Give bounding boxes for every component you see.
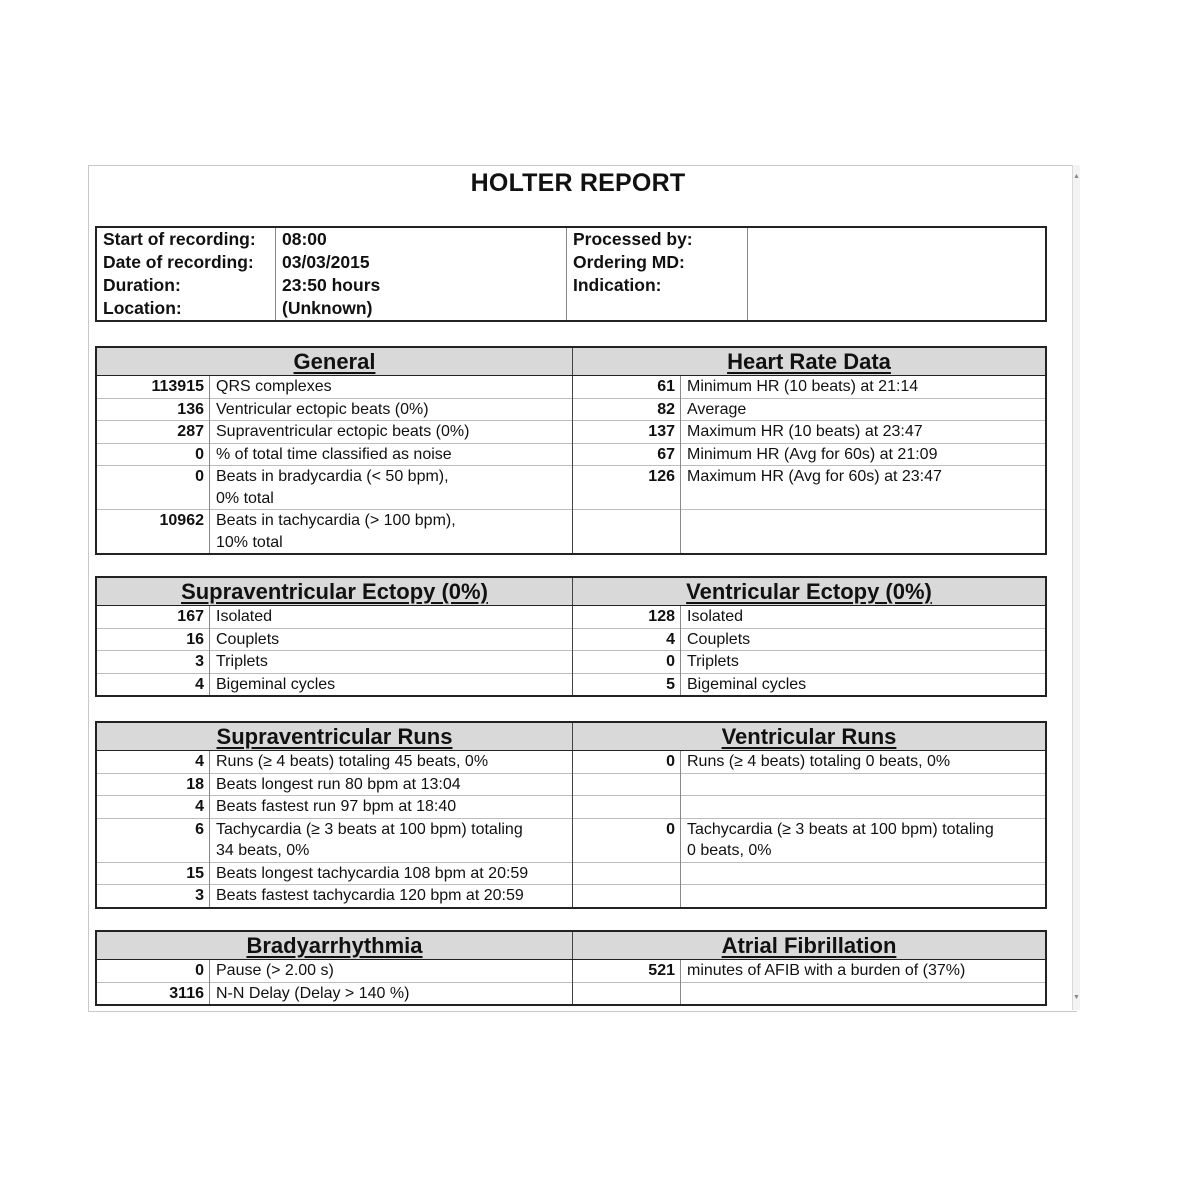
count-description-text: Tachycardia (≥ 3 beats at 100 bpm) totaling <box>216 820 523 838</box>
info-value: 03/03/2015 <box>276 251 567 274</box>
count-value <box>96 862 210 885</box>
count-value-text: 0 <box>666 820 675 838</box>
count-value-text: 126 <box>648 468 675 485</box>
count-value-text: 16 <box>186 630 204 648</box>
section-title-right <box>573 931 1047 960</box>
count-description <box>681 628 1047 651</box>
section-title-text: Ventricular Runs <box>721 724 897 749</box>
table-row <box>96 773 1046 796</box>
section-table <box>95 346 1047 555</box>
info-value: 23:50 hours <box>276 274 567 297</box>
count-value-text: 137 <box>648 423 675 440</box>
count-value-text: 0 <box>195 468 204 485</box>
table-row <box>96 673 1046 696</box>
count-description-text: Isolated <box>687 608 744 625</box>
count-value-text: 0 <box>195 962 204 979</box>
count-value <box>573 421 681 444</box>
info-label: Start of recording: <box>96 227 276 251</box>
count-value-text: 4 <box>666 630 675 648</box>
count-description <box>210 510 573 555</box>
count-value <box>96 673 210 696</box>
count-description-text: Minimum HR (10 beats) at 21:14 <box>687 378 919 395</box>
count-value-text: 0 <box>666 753 675 770</box>
count-value-text: 113915 <box>151 378 204 395</box>
table-row <box>96 421 1046 444</box>
count-description-text: Beats fastest run 97 bpm at 18:40 <box>216 798 457 815</box>
count-value <box>96 606 210 629</box>
count-description-text: Isolated <box>216 608 273 625</box>
count-value-text: 128 <box>648 608 675 625</box>
info-row <box>96 274 1046 297</box>
count-value <box>573 982 681 1005</box>
count-value-text: 167 <box>177 608 204 625</box>
count-value <box>573 885 681 908</box>
section-title-text: Atrial Fibrillation <box>721 933 897 958</box>
scroll-up-icon[interactable]: ▲ <box>1073 173 1080 180</box>
count-value-text: 3116 <box>169 984 204 1002</box>
count-value <box>96 376 210 399</box>
count-description-text-continued: 0 beats, 0% <box>687 842 772 859</box>
count-description <box>681 606 1047 629</box>
count-description-text: Beats longest tachycardia 108 bpm at 20:59 <box>216 864 529 882</box>
count-value <box>96 796 210 819</box>
count-value-text: 18 <box>186 775 204 793</box>
count-value <box>96 773 210 796</box>
table-row <box>96 628 1046 651</box>
section-title-left <box>96 577 573 606</box>
count-description <box>210 982 573 1005</box>
count-description-text: Ventricular ectopic beats (0%) <box>216 400 429 418</box>
count-description <box>210 421 573 444</box>
count-description-text: Minimum HR (Avg for 60s) at 21:09 <box>687 445 938 463</box>
count-description-text-continued: 0% total <box>216 489 274 507</box>
count-description <box>681 673 1047 696</box>
section-title-left <box>96 347 573 376</box>
section-title-right <box>573 347 1047 376</box>
count-description <box>681 982 1047 1005</box>
count-value-text: 4 <box>195 753 204 770</box>
table-row <box>96 982 1046 1005</box>
table-row <box>96 376 1046 399</box>
count-description-text: N-N Delay (Delay > 140 %) <box>216 984 410 1002</box>
count-description <box>210 818 573 862</box>
section-title-text: Supraventricular Runs <box>216 724 453 749</box>
info-value: 08:00 <box>276 227 567 251</box>
count-value <box>573 862 681 885</box>
info-label: Date of recording: <box>96 251 276 274</box>
count-value <box>573 510 681 555</box>
count-description <box>210 751 573 774</box>
info-value <box>748 297 1047 321</box>
count-description <box>681 862 1047 885</box>
count-description <box>210 376 573 399</box>
info-label <box>567 297 748 321</box>
count-value-text: 5 <box>666 675 675 693</box>
info-value <box>748 251 1047 274</box>
info-label: Indication: <box>567 274 748 297</box>
info-label: Duration: <box>96 274 276 297</box>
count-value-text: 3 <box>195 653 204 670</box>
count-description-text: Triplets <box>687 653 739 670</box>
count-value <box>96 466 210 510</box>
count-value <box>96 885 210 908</box>
count-description <box>210 443 573 466</box>
count-value <box>96 510 210 555</box>
count-value <box>96 751 210 774</box>
count-description-text: Beats fastest tachycardia 120 bpm at 20:59 <box>216 887 524 904</box>
count-value <box>573 376 681 399</box>
count-description <box>210 796 573 819</box>
info-label: Processed by: <box>567 227 748 251</box>
info-value <box>748 274 1047 297</box>
count-value <box>573 751 681 774</box>
count-description <box>681 751 1047 774</box>
count-description-text: Triplets <box>216 653 268 670</box>
count-description-text: Runs (≥ 4 beats) totaling 45 beats, 0% <box>216 753 489 770</box>
count-value <box>573 398 681 421</box>
count-description-text: Beats in bradycardia (< 50 bpm), <box>216 468 449 485</box>
count-description-text: Couplets <box>687 630 751 648</box>
count-value <box>573 960 681 983</box>
count-value-text: 10962 <box>159 512 204 529</box>
count-description <box>681 376 1047 399</box>
section-title-text: Bradyarrhythmia <box>246 933 423 958</box>
count-description <box>210 466 573 510</box>
count-description-text-continued: 34 beats, 0% <box>216 842 310 859</box>
count-description <box>681 885 1047 908</box>
count-value <box>96 421 210 444</box>
count-value <box>96 628 210 651</box>
count-description-text: Supraventricular ectopic beats (0%) <box>216 423 470 440</box>
count-value-text: 521 <box>648 962 675 979</box>
section-title-text: Ventricular Ectopy (0%) <box>686 579 932 604</box>
count-description-text: Maximum HR (Avg for 60s) at 23:47 <box>687 468 942 485</box>
section-title-text: Heart Rate Data <box>727 349 891 374</box>
count-description-text: Bigeminal cycles <box>216 675 336 693</box>
count-value-text: 15 <box>186 864 204 882</box>
count-description-text: Pause (> 2.00 s) <box>216 962 334 979</box>
count-description-text: % of total time classified as noise <box>216 445 452 463</box>
info-row <box>96 297 1046 321</box>
info-label: Location: <box>96 297 276 321</box>
info-row <box>96 251 1046 274</box>
report-title: HOLTER REPORT <box>470 169 686 197</box>
count-value <box>573 773 681 796</box>
table-row <box>96 606 1046 629</box>
info-label: Ordering MD: <box>567 251 748 274</box>
section-table <box>95 576 1047 697</box>
count-value <box>573 628 681 651</box>
count-description <box>210 606 573 629</box>
count-value-text: 4 <box>195 675 204 693</box>
section-title-right <box>573 722 1047 751</box>
count-description <box>681 818 1047 862</box>
table-row <box>96 466 1046 510</box>
count-value-text: 6 <box>195 820 204 838</box>
count-description-text: Maximum HR (10 beats) at 23:47 <box>687 423 923 440</box>
count-description <box>681 651 1047 674</box>
section-title-text: General <box>293 349 376 374</box>
count-description <box>681 443 1047 466</box>
count-description-text: Beats longest run 80 bpm at 13:04 <box>216 775 461 793</box>
count-description <box>681 773 1047 796</box>
count-description-text: Bigeminal cycles <box>687 675 807 693</box>
count-value <box>96 651 210 674</box>
count-description <box>681 398 1047 421</box>
count-value <box>573 818 681 862</box>
count-description-text-continued: 10% total <box>216 533 283 551</box>
section-title-left <box>96 931 573 960</box>
count-description <box>210 628 573 651</box>
count-value <box>96 982 210 1005</box>
count-value <box>573 796 681 819</box>
count-description <box>681 960 1047 983</box>
table-row <box>96 751 1046 774</box>
count-description-text: Runs (≥ 4 beats) totaling 0 beats, 0% <box>687 753 951 770</box>
info-value: (Unknown) <box>276 297 567 321</box>
count-description-text: Beats in tachycardia (> 100 bpm), <box>216 512 456 529</box>
count-description-text: Tachycardia (≥ 3 beats at 100 bpm) totaling <box>687 820 994 838</box>
table-row <box>96 398 1046 421</box>
scroll-down-icon[interactable]: ▼ <box>1073 994 1080 1001</box>
table-row <box>96 960 1046 983</box>
table-row <box>96 862 1046 885</box>
count-value-text: 61 <box>657 378 675 395</box>
count-description <box>210 960 573 983</box>
table-row <box>96 796 1046 819</box>
count-description <box>210 885 573 908</box>
count-value-text: 4 <box>195 798 204 815</box>
info-value <box>748 227 1047 251</box>
table-row <box>96 651 1046 674</box>
count-value-text: 67 <box>657 445 675 463</box>
count-description <box>210 398 573 421</box>
count-description <box>210 673 573 696</box>
count-value-text: 0 <box>666 653 675 670</box>
section-table <box>95 721 1047 909</box>
count-value-text: 287 <box>177 423 204 440</box>
table-row <box>96 510 1046 555</box>
section-title-text: Supraventricular Ectopy (0%) <box>181 579 488 604</box>
count-description <box>681 510 1047 555</box>
count-description-text: QRS complexes <box>216 378 332 395</box>
count-value-text: 0 <box>195 445 204 463</box>
count-value <box>573 466 681 510</box>
count-description <box>681 796 1047 819</box>
count-value <box>573 673 681 696</box>
count-value-text: 82 <box>657 400 675 418</box>
info-row <box>96 227 1046 251</box>
table-row <box>96 885 1046 908</box>
count-description-text: Couplets <box>216 630 280 648</box>
vertical-scrollbar[interactable] <box>1072 165 1080 1010</box>
count-value <box>96 960 210 983</box>
table-row <box>96 443 1046 466</box>
count-description <box>210 773 573 796</box>
recording-info-table <box>95 226 1047 322</box>
section-title-left <box>96 722 573 751</box>
count-description <box>681 466 1047 510</box>
count-description-text: minutes of AFIB with a burden of (37%) <box>687 962 966 979</box>
count-value <box>573 443 681 466</box>
count-value-text: 3 <box>195 887 204 904</box>
table-row <box>96 818 1046 862</box>
count-value <box>96 398 210 421</box>
count-description <box>681 421 1047 444</box>
count-description <box>210 862 573 885</box>
count-value <box>573 606 681 629</box>
count-value <box>96 818 210 862</box>
count-value-text: 136 <box>177 400 204 418</box>
count-value <box>96 443 210 466</box>
section-table <box>95 930 1047 1006</box>
count-value <box>573 651 681 674</box>
count-description <box>210 651 573 674</box>
section-title-right <box>573 577 1047 606</box>
count-description-text: Average <box>687 400 747 418</box>
